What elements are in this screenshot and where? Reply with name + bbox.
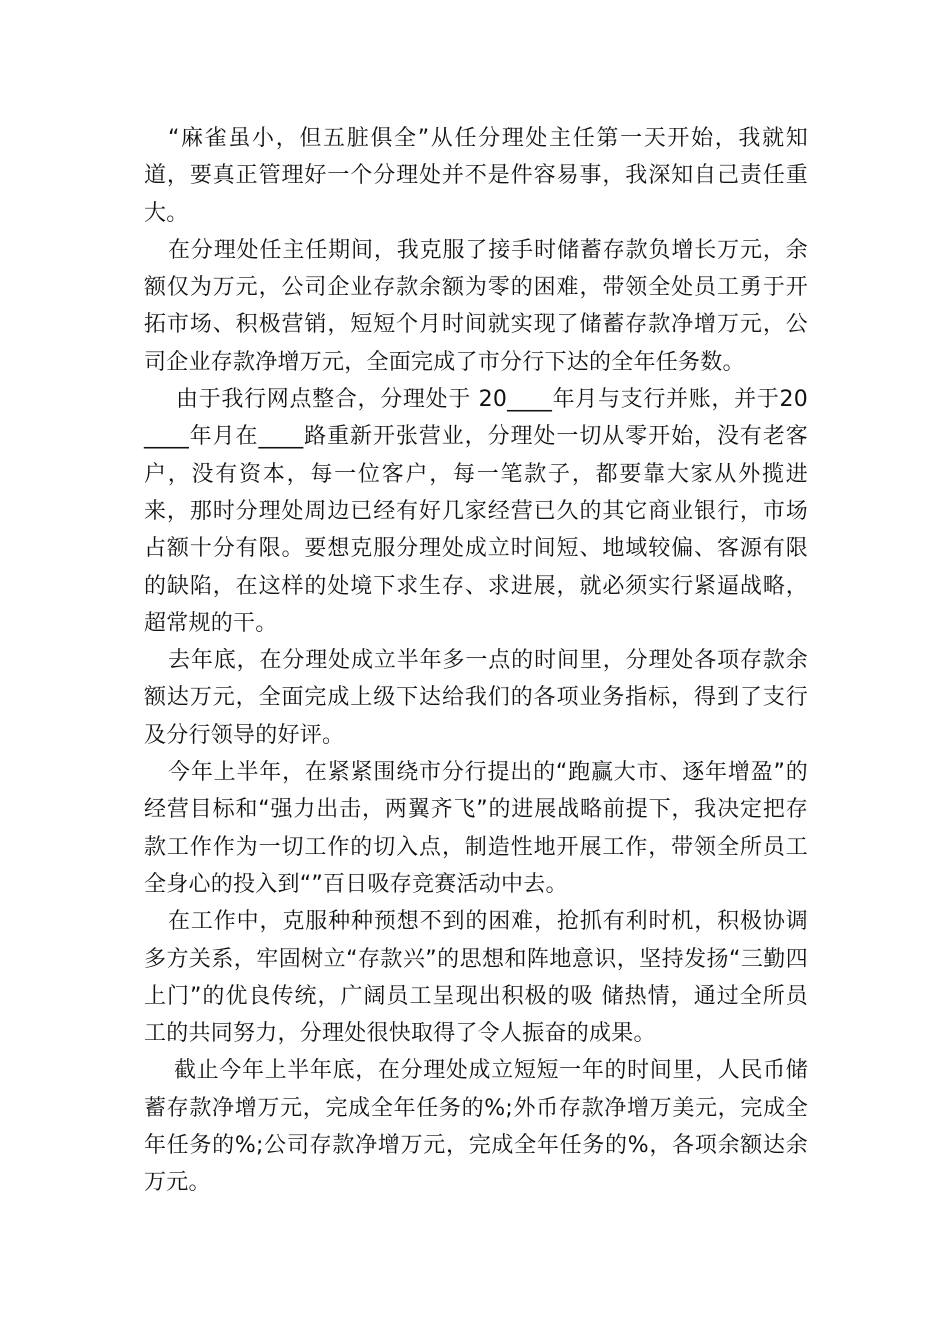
paragraph: “麻雀虽小，但五脏俱全”从任分理处主任第一天开始，我就知道，要真正管理好一个分理处并不是件容易事，我深知自己责任重大。 (144, 126, 808, 226)
paragraph: 由于我行网点整合，分理处于 20____年月与支行并账，并于20____年月在____路重新开张营业，分理处一切从零开始，没有老客户，没有资本，每一位客户，每一笔款子，都要靠大家从外揽进来，那时分理处周边已经有好几家经营已久的其它商业银行，市场占额十分有限。要想克服分理处成立时间短、地域较偏、客源有限的缺陷，在这样的处境下求生存、求进展，就必须实行紧逼战略，超常规的干。 (144, 387, 808, 636)
paragraph: 在分理处任主任期间，我克服了接手时储蓄存款负增长万元，余额仅为万元，公司企业存款余额为零的困难，带领全处员工勇于开拓市场、积极营销，短短个月时间就实现了储蓄存款净增万元，公司企业存款净增万元，全面完成了市分行下达的全年任务数。 (144, 237, 808, 375)
document-body (144, 120, 808, 1202)
paragraph: 在工作中，克服种种预想不到的困难，抢抓有利时机，积极协调多方关系，牢固树立“存款兴”的思想和阵地意识，坚持发扬“三勤四上门”的优良传统，广阔员工呈现出积极的吸 储热情，通过全所员工的共同努力，分理处很快取得了令人振奋的成果。 (144, 909, 808, 1047)
paragraph: 截止今年上半年底，在分理处成立短短一年的时间里，人民币储蓄存款净增万元，完成全年任务的%;外币存款净增万美元，完成全年任务的%;公司存款净增万元，完成全年任务的%，各项余额达余万元。 (144, 1058, 808, 1196)
paragraph: 今年上半年，在紧紧围绕市分行提出的“跑赢大市、逐年增盈”的经营目标和“强力出击，两翼齐飞”的进展战略前提下，我决定把存款工作作为一切工作的切入点，制造性地开展工作，带领全所员工全身心的投入到“”百日吸存竞赛活动中去。 (144, 760, 808, 897)
paragraph: 去年底，在分理处成立半年多一点的时间里，分理处各项存款余额达万元，全面完成上级下达给我们的各项业务指标，得到了支行及分行领导的好评。 (144, 648, 808, 748)
